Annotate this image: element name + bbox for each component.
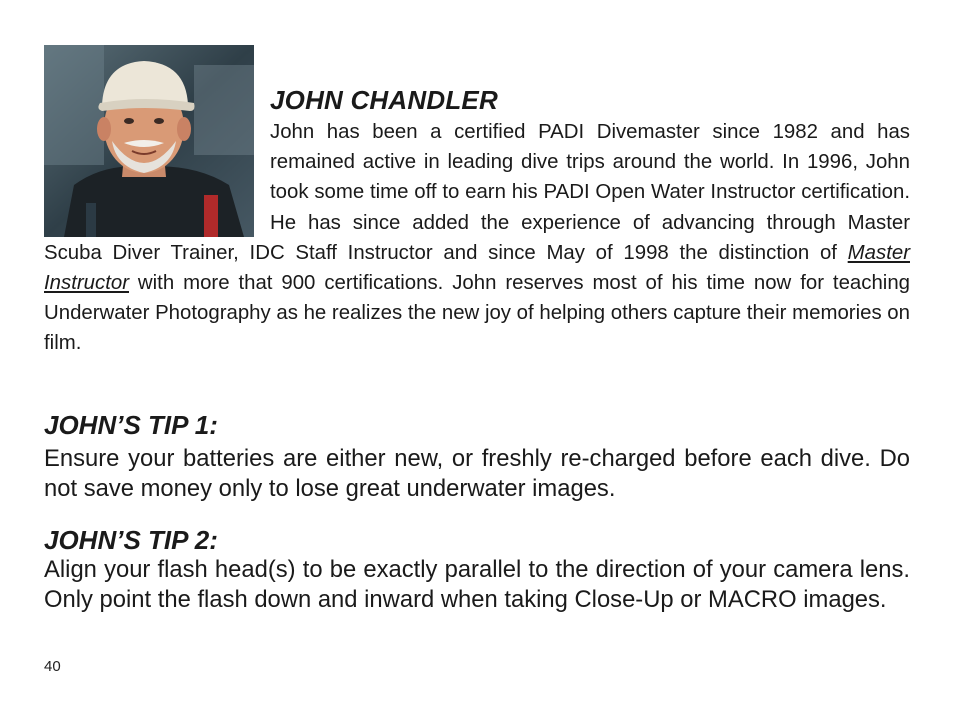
master-instructor-emphasis: Master Instructor	[44, 241, 910, 295]
person-name: JOHN CHANDLER	[270, 85, 498, 115]
tip-1-text: Ensure your batteries are either new, or freshly re-charged before each dive. Do not save money only to lose great underwater images.	[44, 445, 910, 502]
tip-section-2	[44, 525, 910, 614]
portrait-illustration	[44, 45, 254, 237]
page-number: 40	[44, 658, 61, 675]
tip-1-heading: JOHN’S TIP 1:	[44, 410, 218, 440]
document-page	[44, 45, 910, 613]
tip-2-text: Align your flash head(s) to be exactly parallel to the direction of your camera lens. Only point the flash down and inward when taking Close-Up or MACRO images.	[44, 556, 910, 613]
biography-text-end: with more that 900 certifications. John reserves most of his time now for teaching Underwater Photography as he realizes the new joy of helping others capture their memories on film.	[44, 272, 910, 355]
tip-section-1	[44, 410, 910, 503]
tip-2-heading: JOHN’S TIP 2:	[44, 525, 218, 555]
biography-text-start: John has been a certified PADI Divemaster since 1982 and has remained active in leading dive trips around the world. In 1996, John took some time off to earn his PADI Open Water Instructor certification. He has since added the experience of advancing through Master Scuba Diver Trainer, IDC Staff Instructor and since May of 1998 the distinction of	[44, 121, 910, 264]
portrait-photo	[44, 45, 254, 237]
